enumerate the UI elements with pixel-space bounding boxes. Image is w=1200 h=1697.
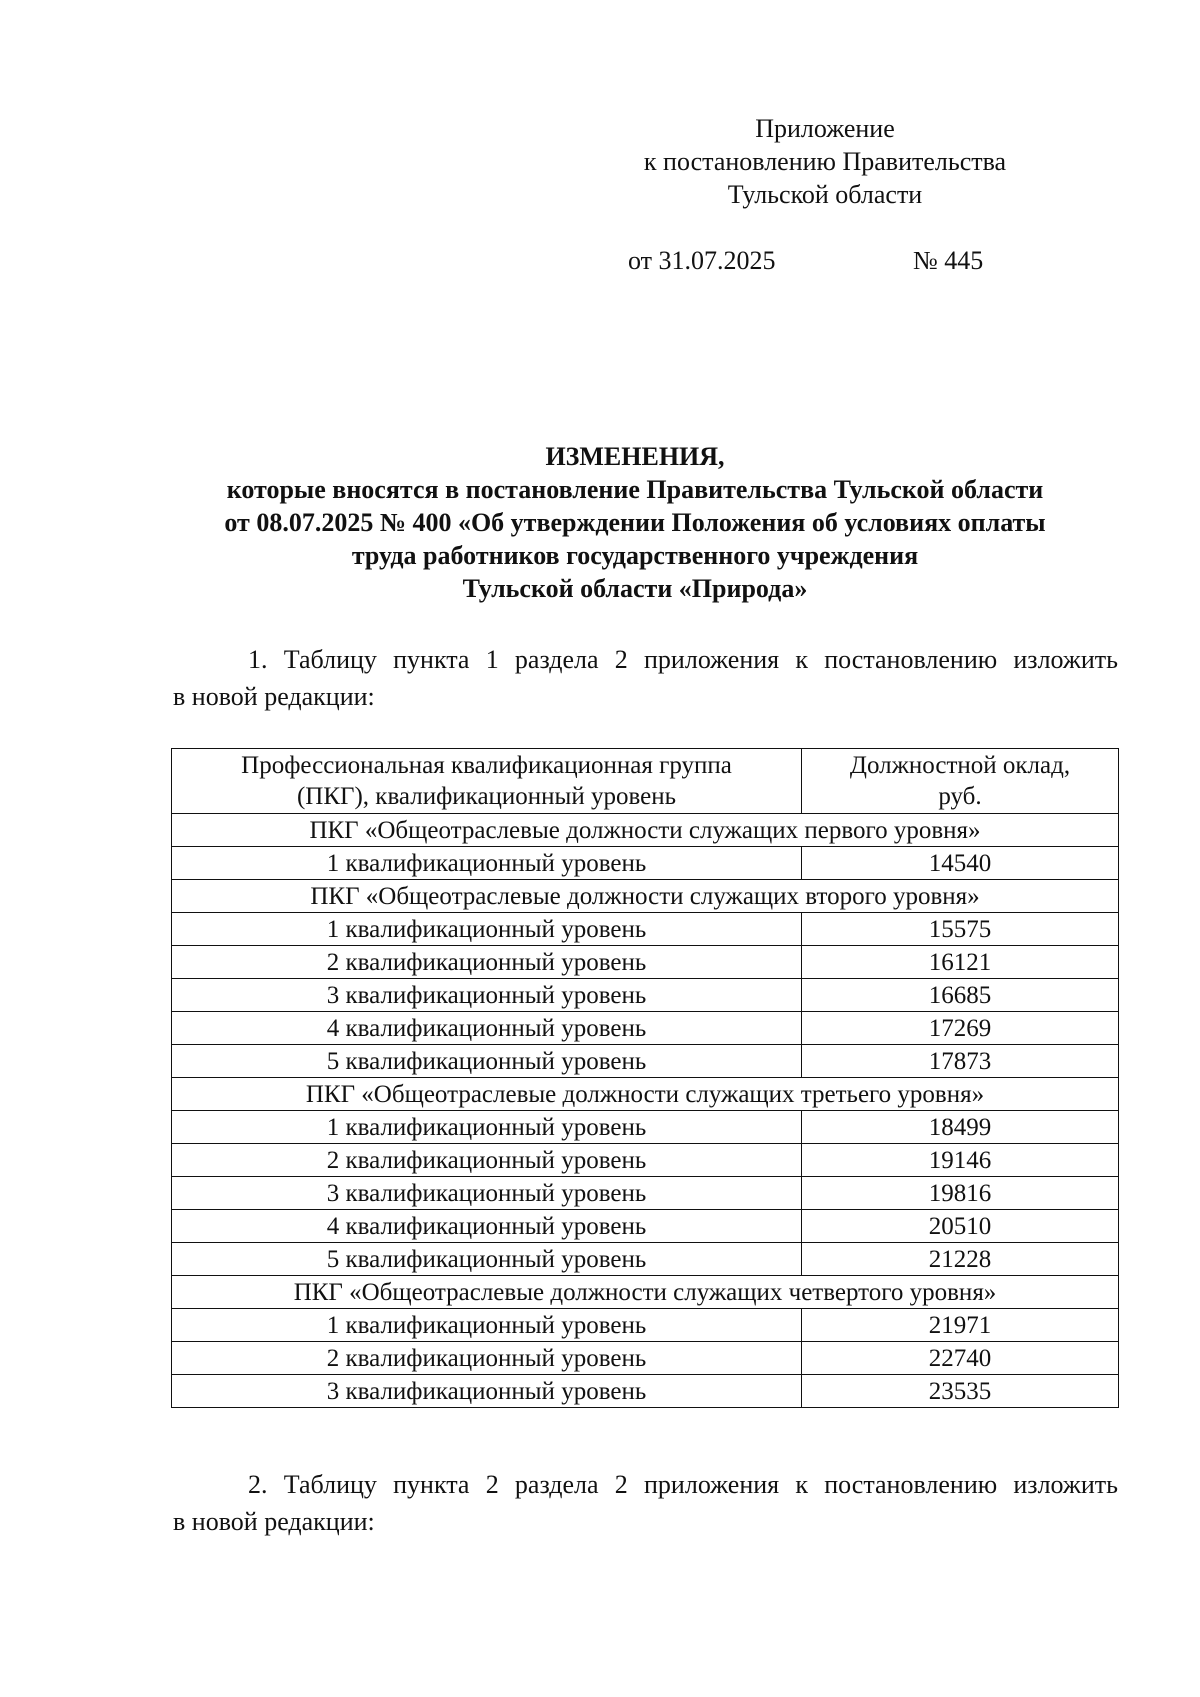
- paragraph-1-line-1: 1. Таблицу пункта 1 раздела 2 приложения к постановлению изложить: [248, 645, 1118, 674]
- header-group-level: [172, 749, 802, 814]
- group-label: ПКГ «Общеотраслевые должности служащих первого уровня»: [172, 814, 1119, 847]
- salary-value: 16121: [802, 946, 1119, 979]
- paragraph-2-line-1: 2. Таблицу пункта 2 раздела 2 приложения к постановлению изложить: [248, 1470, 1118, 1499]
- qualification-level: 3 квалификационный уровень: [172, 979, 802, 1012]
- salary-value: 21228: [802, 1243, 1119, 1276]
- title-line-5: Тульской области «Природа»: [462, 574, 808, 603]
- qualification-level: 1 квалификационный уровень: [172, 1309, 802, 1342]
- qualification-level: 1 квалификационный уровень: [172, 913, 802, 946]
- appendix-title: Приложение: [755, 114, 895, 143]
- salary-value: 15575: [802, 913, 1119, 946]
- title-line-3: от 08.07.2025 № 400 «Об утверждении Положения об условиях оплаты: [224, 508, 1046, 537]
- paragraph-1-line-2: в новой редакции:: [173, 682, 375, 711]
- salary-value: 19816: [802, 1177, 1119, 1210]
- table-row: [172, 1342, 1119, 1375]
- table-row: [172, 1045, 1119, 1078]
- group-label: ПКГ «Общеотраслевые должности служащих третьего уровня»: [172, 1078, 1119, 1111]
- salary-value: 17873: [802, 1045, 1119, 1078]
- table-row: [172, 1144, 1119, 1177]
- qualification-level: 4 квалификационный уровень: [172, 1210, 802, 1243]
- paragraph-2-line-2: в новой редакции:: [173, 1507, 375, 1536]
- table-row: [172, 1309, 1119, 1342]
- header-group-level-line-1: Профессиональная квалификационная группа: [241, 752, 732, 779]
- decree-number: № 445: [913, 246, 984, 275]
- header-salary-line-2: руб.: [938, 783, 982, 810]
- table-header-row: [172, 749, 1119, 814]
- table-group-row: [172, 1276, 1119, 1309]
- salary-value: 21971: [802, 1309, 1119, 1342]
- table-row: [172, 1375, 1119, 1408]
- salary-value: 22740: [802, 1342, 1119, 1375]
- appendix-header: [590, 112, 1060, 211]
- table-row: [172, 946, 1119, 979]
- salary-value: 20510: [802, 1210, 1119, 1243]
- group-label: ПКГ «Общеотраслевые должности служащих второго уровня»: [172, 880, 1119, 913]
- table-row: [172, 1210, 1119, 1243]
- paragraph-1: [173, 641, 1118, 715]
- paragraph-2: [173, 1466, 1118, 1540]
- header-salary: [802, 749, 1119, 814]
- table-row: [172, 979, 1119, 1012]
- qualification-level: 5 квалификационный уровень: [172, 1243, 802, 1276]
- table-group-row: [172, 1078, 1119, 1111]
- title-line-4: труда работников государственного учреждения: [351, 541, 919, 570]
- table-group-row: [172, 814, 1119, 847]
- qualification-level: 2 квалификационный уровень: [172, 1342, 802, 1375]
- table-row: [172, 1243, 1119, 1276]
- appendix-reference: к постановлению Правительства: [643, 147, 1007, 176]
- qualification-level: 5 квалификационный уровень: [172, 1045, 802, 1078]
- salary-value: 17269: [802, 1012, 1119, 1045]
- table-body: [172, 814, 1119, 1408]
- table-row: [172, 1111, 1119, 1144]
- table-row: [172, 1012, 1119, 1045]
- salary-value: 18499: [802, 1111, 1119, 1144]
- qualification-level: 3 квалификационный уровень: [172, 1177, 802, 1210]
- header-group-level-line-2: (ПКГ), квалификационный уровень: [296, 783, 677, 810]
- qualification-level: 2 квалификационный уровень: [172, 946, 802, 979]
- qualification-level: 4 квалификационный уровень: [172, 1012, 802, 1045]
- salary-value: 23535: [802, 1375, 1119, 1408]
- qualification-level: 1 квалификационный уровень: [172, 1111, 802, 1144]
- salary-value: 16685: [802, 979, 1119, 1012]
- group-label: ПКГ «Общеотраслевые должности служащих четвертого уровня»: [172, 1276, 1119, 1309]
- salary-value: 19146: [802, 1144, 1119, 1177]
- document-title: [140, 440, 1130, 605]
- table-group-row: [172, 880, 1119, 913]
- qualification-level: 2 квалификационный уровень: [172, 1144, 802, 1177]
- table-row: [172, 847, 1119, 880]
- salary-table: [171, 748, 1119, 1408]
- qualification-level: 3 квалификационный уровень: [172, 1375, 802, 1408]
- header-salary-line-1: Должностной оклад,: [849, 752, 1071, 779]
- table-row: [172, 1177, 1119, 1210]
- decree-date: от 31.07.2025: [628, 246, 776, 275]
- table-row: [172, 913, 1119, 946]
- appendix-region: Тульской области: [727, 180, 923, 209]
- title-line-1: ИЗМЕНЕНИЯ,: [545, 442, 725, 471]
- title-line-2: которые вносятся в постановление Правительства Тульской области: [226, 475, 1044, 504]
- salary-value: 14540: [802, 847, 1119, 880]
- qualification-level: 1 квалификационный уровень: [172, 847, 802, 880]
